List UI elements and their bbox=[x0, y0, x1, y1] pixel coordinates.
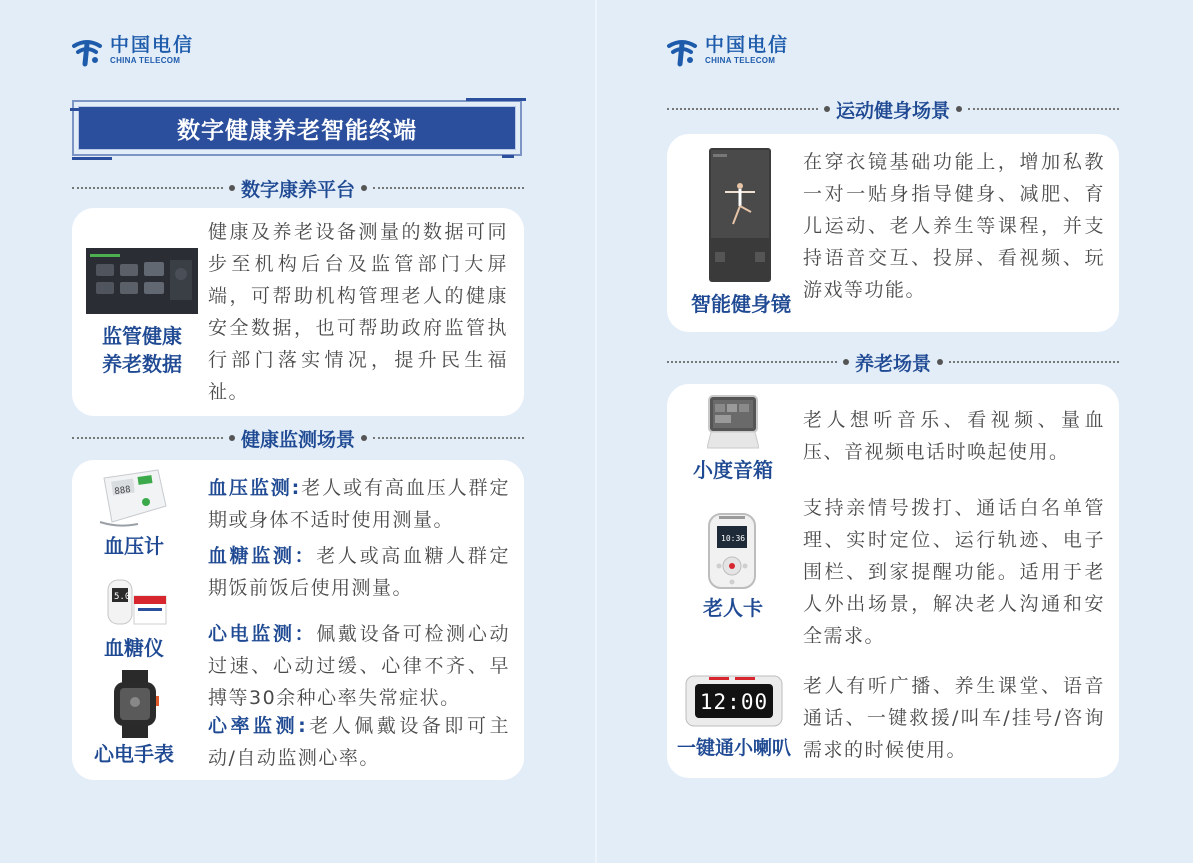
section-header-platform bbox=[72, 175, 524, 201]
ecg-head: 心电监测： bbox=[208, 623, 317, 645]
elderly-desc-horn: 老人有听广播、养生课堂、语音通话、一键救援/叫车/挂号/咨询需求的时候使用。 bbox=[803, 675, 1105, 761]
blood-pressure-monitor-image bbox=[98, 466, 170, 528]
device-label-glucose: 血糖仪 bbox=[104, 636, 164, 660]
elderly-label-horn: 一键通小喇叭 bbox=[676, 737, 791, 759]
fitness-card bbox=[667, 134, 1119, 332]
elderly-label-card: 老人卡 bbox=[703, 596, 763, 620]
section-header-elderly bbox=[667, 349, 1119, 375]
glucose-text: 老人或高血糖人群定期饭前饭后使用测量。 bbox=[208, 545, 510, 599]
ecg-watch-image bbox=[110, 670, 160, 738]
elderly-label-speaker: 小度音箱 bbox=[693, 458, 773, 482]
health-card bbox=[72, 460, 524, 780]
fitness-mirror-image bbox=[709, 148, 771, 282]
bp-text: 老人或有高血压人群定期或身体不适时使用测量。 bbox=[208, 477, 510, 531]
fitness-description: 在穿衣镜基础功能上，增加私教一对一贴身指导健身、减肥、育儿运动、老人养生等课程，并支持语音交互、投屏、看视频、玩游戏等功能。 bbox=[803, 151, 1105, 301]
one-key-speaker-image bbox=[685, 674, 783, 728]
clock-display: 12:00 bbox=[699, 690, 769, 714]
dashboard-screen-image bbox=[86, 248, 198, 314]
brand-name-cn: 中国电信 bbox=[110, 34, 195, 56]
fitness-label: 智能健身镜 bbox=[691, 292, 791, 316]
elderly-desc-card: 支持亲情号拨打、通话白名单管理、实时定位、运行轨迹、电子围栏、到家提醒功能。适用于老人外出场景，解决老人沟通和安全需求。 bbox=[803, 497, 1105, 647]
heartrate-head: 心率监测: bbox=[208, 715, 308, 737]
banner-title: 数字健康养老智能终端 bbox=[78, 106, 516, 150]
health-item-ecg bbox=[208, 618, 510, 714]
section-header-health bbox=[72, 425, 524, 451]
svg-text:5.0: 5.0 bbox=[114, 592, 131, 602]
elderly-desc-speaker: 老人想听音乐、看视频、量血压、音视频电话时唤起使用。 bbox=[803, 409, 1105, 463]
section-title-platform: 数字康养平台 bbox=[241, 178, 356, 201]
china-telecom-icon bbox=[665, 34, 699, 68]
device-label-bp: 血压计 bbox=[104, 534, 164, 558]
china-telecom-icon bbox=[70, 34, 104, 68]
platform-card bbox=[72, 208, 524, 416]
svg-text:888: 888 bbox=[113, 484, 132, 498]
glucose-head: 血糖监测： bbox=[208, 545, 317, 567]
brand-name-cn: 中国电信 bbox=[705, 34, 790, 56]
device-label-ecg: 心电手表 bbox=[94, 742, 174, 766]
main-banner bbox=[72, 100, 522, 156]
smart-speaker-image bbox=[707, 394, 759, 450]
health-item-heartrate bbox=[208, 710, 510, 774]
elderly-card bbox=[667, 384, 1119, 778]
left-page bbox=[0, 0, 595, 863]
elder-card-device-image bbox=[707, 512, 757, 590]
platform-description: 健康及养老设备测量的数据可同步至机构后台及监管部门大屏端，可帮助机构管理老人的健康安全数据，也可帮助政府监管执行部门落实情况，提升民生福祉。 bbox=[208, 221, 508, 403]
health-item-glucose bbox=[208, 540, 510, 604]
right-page bbox=[597, 0, 1193, 863]
china-telecom-logo bbox=[70, 34, 194, 68]
heartrate-text: 老人佩戴设备即可主动/自动监测心率。 bbox=[208, 715, 510, 769]
section-title-fitness: 运动健身场景 bbox=[836, 99, 951, 122]
bp-head: 血压监测: bbox=[208, 477, 301, 499]
section-title-elderly: 养老场景 bbox=[855, 352, 932, 375]
health-item-bp bbox=[208, 472, 510, 536]
ecg-text: 佩戴设备可检测心动过速、心动过缓、心律不齐、早搏等30余种心率失常症状。 bbox=[208, 623, 510, 709]
glucose-meter-image bbox=[106, 574, 170, 630]
elder-card-screen-time: 10:36 bbox=[721, 534, 746, 543]
section-title-health: 健康监测场景 bbox=[241, 428, 356, 451]
section-header-fitness bbox=[667, 96, 1119, 122]
platform-label: 监管健康 养老数据 bbox=[102, 324, 182, 376]
china-telecom-logo-right bbox=[665, 34, 789, 68]
brand-name-en: CHINA TELECOM bbox=[110, 56, 181, 65]
brand-name-en: CHINA TELECOM bbox=[705, 56, 776, 65]
